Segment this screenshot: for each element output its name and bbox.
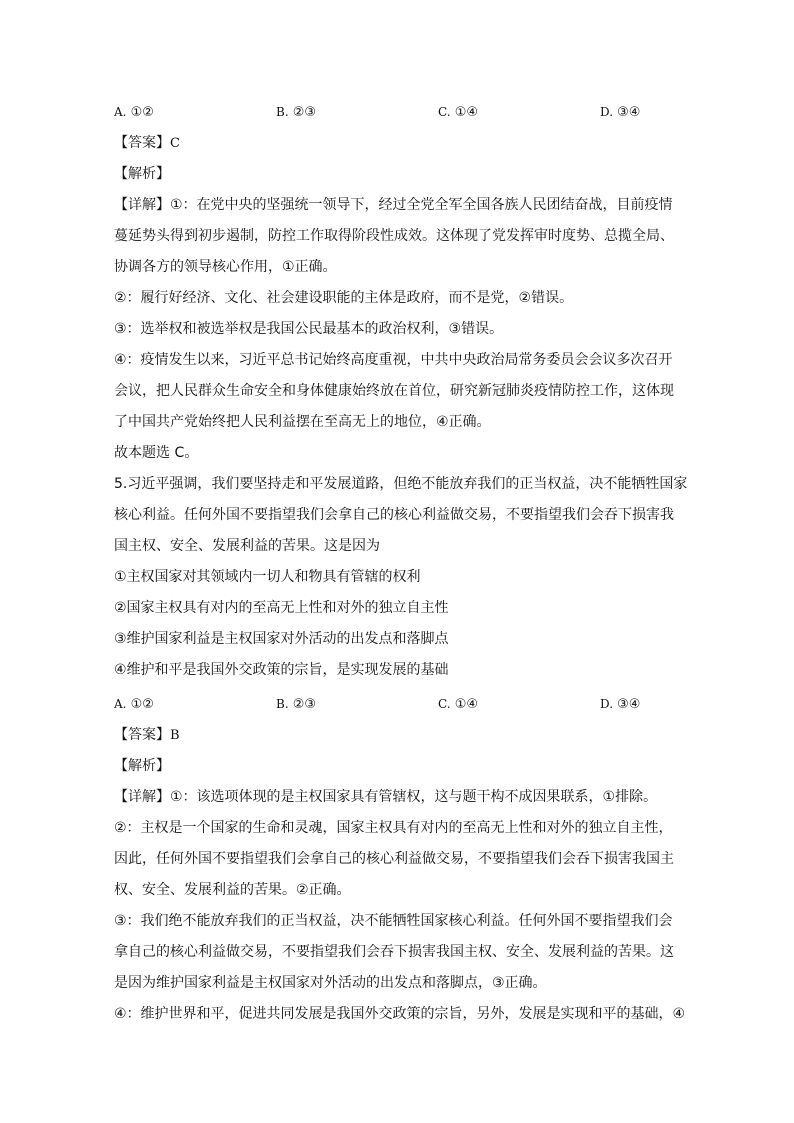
q5-answer-value: B	[170, 728, 180, 743]
q5-stem-line: 5.习近平强调，我们要坚持走和平发展道路，但绝不能放弃我们的正当权益，决不能牺牲国家	[114, 476, 688, 492]
q5-detail-line: 是因为维护国家利益是主权国家对外活动的出发点和落脚点，③正确。	[114, 975, 547, 991]
q5-option-a-letter: A.	[114, 697, 127, 711]
q5-option-a	[114, 694, 154, 715]
q4-answer-label: 【答案】	[114, 135, 170, 151]
q5-option-d-letter: D.	[600, 697, 614, 711]
q4-option-b	[276, 102, 316, 123]
q5-option-b-text: ②③	[292, 697, 317, 712]
q5-stem-line: 国主权、安全、发展利益的苦果。这是因为	[114, 538, 380, 554]
q5-answer	[114, 725, 684, 746]
q5-detail-line: 拿自己的核心利益做交易，不要指望我们会吞下损害我国主权、安全、发展利益的苦果。这	[114, 944, 674, 960]
q5-option-d	[600, 694, 640, 715]
q5-detail-line: ④：维护世界和平，促进共同发展是我国外交政策的宗旨，另外，发展是实现和平的基础，④	[114, 1006, 686, 1022]
q4-option-c-text: ①④	[454, 105, 479, 120]
q4-detail-line: 了中国共产党始终把人民利益摆在至高无上的地位，④正确。	[114, 414, 491, 430]
q5-option-c-letter: C.	[438, 697, 451, 711]
q5-statement: ②国家主权具有对内的至高无上性和对外的独立自主性	[114, 600, 449, 616]
q4-option-c	[438, 102, 478, 123]
q5-detail-line: 因此，任何外国不要指望我们会拿自己的核心利益做交易，不要指望我们会吞下损害我国主	[114, 851, 674, 867]
q5-stem-line: 核心利益。任何外国不要指望我们会拿自己的核心利益做交易，不要指望我们会吞下损害我	[114, 507, 674, 523]
q5-detail-line: 【详解】①：该选项体现的是主权国家具有管辖权，这与题干构不成因果联系，①排除。	[114, 789, 658, 805]
q5-answer-label: 【答案】	[114, 727, 170, 743]
q4-option-d	[600, 102, 640, 123]
q4-detail-line: 【详解】①：在党中央的坚强统一领导下，经过全党全军全国各族人民团结奋战，目前疫情	[114, 197, 673, 213]
q5-detail-line: ②：主权是一个国家的生命和灵魂，国家主权具有对内的至高无上性和对外的独立自主性，	[114, 820, 673, 836]
q4-detail-line: ③：选举权和被选举权是我国公民最基本的政治权利，③错误。	[114, 321, 504, 337]
q4-option-a-letter: A.	[114, 105, 127, 119]
q5-option-d-text: ③④	[617, 697, 641, 712]
q4-option-a	[114, 102, 154, 123]
q5-analysis-label: 【解析】	[114, 758, 170, 774]
q4-option-b-text: ②③	[292, 105, 317, 120]
q4-answer-value: C	[170, 136, 180, 151]
q4-option-d-text: ③④	[617, 105, 641, 120]
q5-option-c	[438, 694, 478, 715]
q4-detail-line: 蔓延势头得到初步遏制，防控工作取得阶段性成效。这体现了党发挥审时度势、总揽全局、	[114, 228, 674, 244]
q4-detail-line: ②：履行好经济、文化、社会建设职能的主体是政府，而不是党，②错误。	[114, 290, 574, 306]
q5-option-b-letter: B.	[276, 697, 289, 711]
q4-detail-line: 会议，把人民群众生命安全和身体健康始终放在首位，研究新冠肺炎疫情防控工作，这体现	[114, 383, 674, 399]
q4-detail-line: ④：疫情发生以来，习近平总书记始终高度重视，中共中央政治局常务委员会会议多次召开	[114, 352, 673, 368]
q5-option-c-text: ①④	[454, 697, 479, 712]
q4-conclusion: 故本题选 C。	[114, 445, 199, 461]
q4-detail-line: 协调各方的领导核心作用，①正确。	[114, 259, 337, 275]
q5-detail-line: 权、安全、发展利益的苦果。②正确。	[114, 882, 351, 898]
q4-answer	[114, 133, 684, 154]
q4-option-b-letter: B.	[276, 105, 289, 119]
q5-statement: ③维护国家利益是主权国家对外活动的出发点和落脚点	[114, 631, 449, 647]
q5-option-b	[276, 694, 316, 715]
q5-detail-line: ③：我们绝不能放弃我们的正当权益，决不能牺牲国家核心利益。任何外国不要指望我们会	[114, 913, 673, 929]
q5-option-a-text: ①②	[130, 697, 154, 712]
q4-analysis-label: 【解析】	[114, 166, 170, 182]
q4-option-d-letter: D.	[600, 105, 614, 119]
q4-option-a-text: ①②	[130, 105, 154, 120]
q4-option-c-letter: C.	[438, 105, 451, 119]
q5-statement: ④维护和平是我国外交政策的宗旨，是实现发展的基础	[114, 662, 449, 678]
q5-statement: ①主权国家对其领域内一切人和物具有管辖的权利	[114, 569, 421, 585]
